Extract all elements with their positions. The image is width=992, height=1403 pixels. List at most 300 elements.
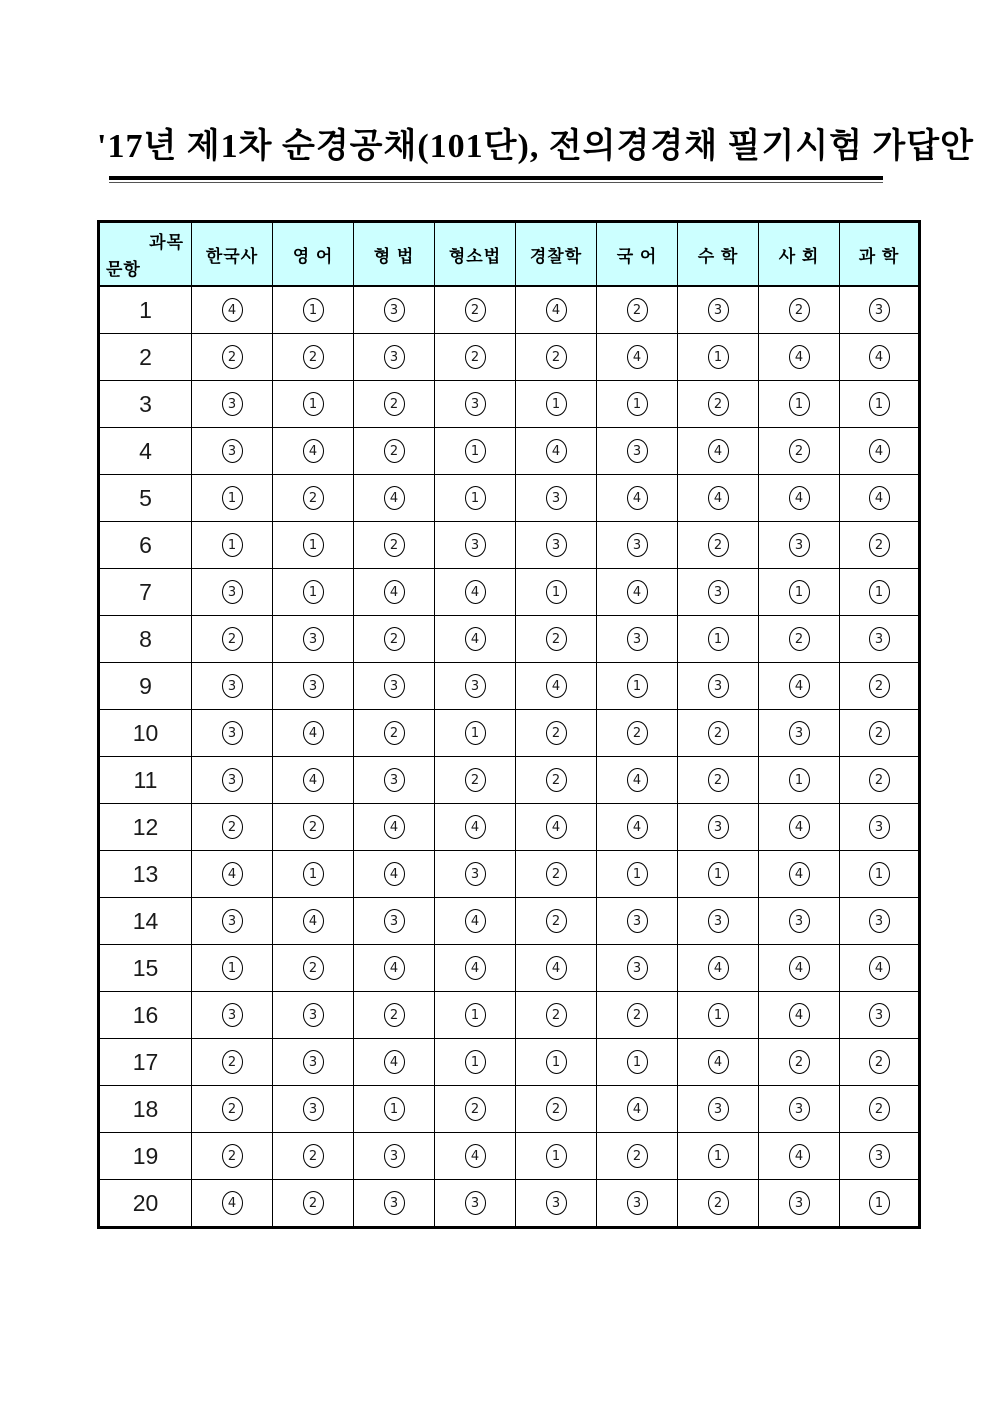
circled-answer: 4 bbox=[546, 815, 567, 839]
circled-answer: 3 bbox=[869, 815, 890, 839]
answer-cell bbox=[435, 381, 516, 428]
answer-cell bbox=[192, 663, 273, 710]
answer-cell bbox=[597, 804, 678, 851]
answer-cell bbox=[354, 1039, 435, 1086]
circled-answer: 3 bbox=[465, 392, 486, 416]
answer-cell bbox=[678, 1086, 759, 1133]
column-header-science: 과 학 bbox=[840, 222, 920, 287]
answer-cell bbox=[192, 1086, 273, 1133]
answer-cell bbox=[516, 1086, 597, 1133]
answer-cell bbox=[678, 475, 759, 522]
circled-answer: 1 bbox=[465, 486, 486, 510]
circled-answer: 1 bbox=[869, 580, 890, 604]
circled-answer: 2 bbox=[789, 1050, 810, 1074]
circled-answer: 4 bbox=[384, 862, 405, 886]
answer-cell bbox=[678, 804, 759, 851]
circled-answer: 1 bbox=[708, 1003, 729, 1027]
table-row bbox=[99, 945, 920, 992]
circled-answer: 2 bbox=[303, 345, 324, 369]
circled-answer: 4 bbox=[384, 956, 405, 980]
column-header-math: 수 학 bbox=[678, 222, 759, 287]
answer-cell bbox=[597, 663, 678, 710]
circled-answer: 3 bbox=[384, 345, 405, 369]
circled-answer: 2 bbox=[384, 439, 405, 463]
circled-answer: 3 bbox=[708, 909, 729, 933]
circled-answer: 3 bbox=[222, 768, 243, 792]
circled-answer: 3 bbox=[546, 486, 567, 510]
circled-answer: 1 bbox=[708, 1144, 729, 1168]
answer-cell bbox=[678, 945, 759, 992]
answer-cell bbox=[597, 522, 678, 569]
answer-key-table bbox=[97, 220, 921, 1229]
answer-cell bbox=[354, 475, 435, 522]
circled-answer: 2 bbox=[708, 768, 729, 792]
question-number: 11 bbox=[99, 757, 192, 804]
answer-cell bbox=[516, 1133, 597, 1180]
answer-cell bbox=[840, 1039, 920, 1086]
question-number: 3 bbox=[99, 381, 192, 428]
corner-label-subject: 과목 bbox=[149, 233, 184, 252]
circled-answer: 3 bbox=[546, 1191, 567, 1215]
circled-answer: 2 bbox=[789, 627, 810, 651]
page-title: '17년 제1차 순경공채(101단), 전의경경채 필기시험 가답안 bbox=[97, 128, 974, 165]
circled-answer: 2 bbox=[384, 721, 405, 745]
circled-answer: 3 bbox=[789, 533, 810, 557]
answer-cell bbox=[516, 1039, 597, 1086]
table-row bbox=[99, 1180, 920, 1228]
answer-cell bbox=[273, 569, 354, 616]
answer-cell bbox=[435, 569, 516, 616]
circled-answer: 2 bbox=[303, 486, 324, 510]
circled-answer: 4 bbox=[627, 1097, 648, 1121]
table-row bbox=[99, 851, 920, 898]
answer-cell bbox=[273, 475, 354, 522]
answer-cell bbox=[840, 992, 920, 1039]
answer-cell bbox=[192, 616, 273, 663]
question-number: 13 bbox=[99, 851, 192, 898]
question-number: 6 bbox=[99, 522, 192, 569]
circled-answer: 2 bbox=[465, 1097, 486, 1121]
answer-cell bbox=[435, 334, 516, 381]
circled-answer: 4 bbox=[708, 439, 729, 463]
answer-cell bbox=[759, 1180, 840, 1228]
answer-cell bbox=[192, 569, 273, 616]
circled-answer: 4 bbox=[627, 345, 648, 369]
answer-cell bbox=[759, 804, 840, 851]
circled-answer: 4 bbox=[708, 956, 729, 980]
answer-cell bbox=[435, 286, 516, 334]
circled-answer: 4 bbox=[708, 1050, 729, 1074]
answer-cell bbox=[192, 851, 273, 898]
circled-answer: 1 bbox=[303, 862, 324, 886]
circled-answer: 4 bbox=[869, 486, 890, 510]
circled-answer: 1 bbox=[222, 486, 243, 510]
circled-answer: 3 bbox=[222, 1003, 243, 1027]
circled-answer: 1 bbox=[627, 392, 648, 416]
circled-answer: 4 bbox=[303, 439, 324, 463]
answer-cell bbox=[840, 663, 920, 710]
column-header-criminal-law: 형 법 bbox=[354, 222, 435, 287]
corner-cell bbox=[99, 222, 192, 287]
circled-answer: 4 bbox=[789, 674, 810, 698]
circled-answer: 2 bbox=[303, 815, 324, 839]
answer-cell bbox=[435, 522, 516, 569]
circled-answer: 3 bbox=[222, 674, 243, 698]
circled-answer: 2 bbox=[384, 627, 405, 651]
question-number: 1 bbox=[99, 286, 192, 334]
circled-answer: 1 bbox=[384, 1097, 405, 1121]
question-number: 8 bbox=[99, 616, 192, 663]
answer-cell bbox=[678, 663, 759, 710]
answer-cell bbox=[273, 1039, 354, 1086]
answer-cell bbox=[354, 286, 435, 334]
answer-cell bbox=[759, 616, 840, 663]
circled-answer: 3 bbox=[708, 815, 729, 839]
circled-answer: 4 bbox=[384, 815, 405, 839]
answer-cell bbox=[840, 286, 920, 334]
answer-cell bbox=[840, 616, 920, 663]
circled-answer: 4 bbox=[465, 909, 486, 933]
circled-answer: 1 bbox=[869, 862, 890, 886]
circled-answer: 4 bbox=[789, 1144, 810, 1168]
answer-cell bbox=[840, 381, 920, 428]
circled-answer: 3 bbox=[465, 862, 486, 886]
answer-cell bbox=[597, 381, 678, 428]
table-row bbox=[99, 663, 920, 710]
question-number: 20 bbox=[99, 1180, 192, 1228]
circled-answer: 3 bbox=[789, 721, 810, 745]
table-row bbox=[99, 334, 920, 381]
column-header-criminal-procedure: 형소법 bbox=[435, 222, 516, 287]
circled-answer: 2 bbox=[708, 721, 729, 745]
answer-cell bbox=[435, 898, 516, 945]
circled-answer: 2 bbox=[465, 768, 486, 792]
answer-cell bbox=[435, 663, 516, 710]
circled-answer: 4 bbox=[789, 815, 810, 839]
answer-cell bbox=[273, 1133, 354, 1180]
answer-cell bbox=[435, 945, 516, 992]
answer-cell bbox=[192, 945, 273, 992]
circled-answer: 2 bbox=[708, 533, 729, 557]
circled-answer: 1 bbox=[465, 1050, 486, 1074]
answer-cell bbox=[759, 475, 840, 522]
answer-cell bbox=[597, 428, 678, 475]
answer-cell bbox=[516, 334, 597, 381]
answer-cell bbox=[759, 992, 840, 1039]
answer-cell bbox=[273, 851, 354, 898]
circled-answer: 3 bbox=[222, 392, 243, 416]
circled-answer: 4 bbox=[627, 486, 648, 510]
answer-cell bbox=[354, 381, 435, 428]
circled-answer: 1 bbox=[627, 674, 648, 698]
circled-answer: 3 bbox=[869, 1144, 890, 1168]
answer-cell bbox=[354, 1086, 435, 1133]
circled-answer: 3 bbox=[303, 1097, 324, 1121]
table-row bbox=[99, 1086, 920, 1133]
circled-answer: 1 bbox=[869, 1191, 890, 1215]
circled-answer: 4 bbox=[789, 345, 810, 369]
circled-answer: 4 bbox=[384, 1050, 405, 1074]
answer-cell bbox=[678, 1133, 759, 1180]
answer-cell bbox=[273, 945, 354, 992]
answer-cell bbox=[192, 1039, 273, 1086]
circled-answer: 2 bbox=[708, 1191, 729, 1215]
circled-answer: 1 bbox=[222, 956, 243, 980]
table-row bbox=[99, 475, 920, 522]
circled-answer: 2 bbox=[465, 298, 486, 322]
circled-answer: 1 bbox=[546, 1050, 567, 1074]
circled-answer: 4 bbox=[627, 580, 648, 604]
answer-cell bbox=[516, 428, 597, 475]
circled-answer: 4 bbox=[789, 486, 810, 510]
circled-answer: 3 bbox=[222, 909, 243, 933]
circled-answer: 2 bbox=[222, 1050, 243, 1074]
circled-answer: 4 bbox=[789, 956, 810, 980]
circled-answer: 2 bbox=[222, 1144, 243, 1168]
answer-cell bbox=[435, 851, 516, 898]
answer-cell bbox=[273, 1086, 354, 1133]
question-number: 12 bbox=[99, 804, 192, 851]
circled-answer: 1 bbox=[546, 1144, 567, 1168]
circled-answer: 4 bbox=[303, 721, 324, 745]
circled-answer: 4 bbox=[465, 627, 486, 651]
answer-cell bbox=[597, 1133, 678, 1180]
answer-cell bbox=[435, 757, 516, 804]
answer-cell bbox=[516, 286, 597, 334]
circled-answer: 3 bbox=[627, 956, 648, 980]
circled-answer: 3 bbox=[627, 909, 648, 933]
circled-answer: 2 bbox=[869, 768, 890, 792]
answer-cell bbox=[192, 898, 273, 945]
answer-cell bbox=[678, 286, 759, 334]
circled-answer: 1 bbox=[465, 1003, 486, 1027]
answer-cell bbox=[516, 710, 597, 757]
circled-answer: 3 bbox=[303, 1003, 324, 1027]
title-block bbox=[97, 118, 974, 183]
answer-cell bbox=[678, 569, 759, 616]
answer-cell bbox=[273, 804, 354, 851]
answer-cell bbox=[273, 522, 354, 569]
circled-answer: 3 bbox=[465, 533, 486, 557]
circled-answer: 3 bbox=[869, 627, 890, 651]
circled-answer: 2 bbox=[222, 1097, 243, 1121]
circled-answer: 3 bbox=[789, 909, 810, 933]
circled-answer: 2 bbox=[869, 1050, 890, 1074]
question-number: 2 bbox=[99, 334, 192, 381]
circled-answer: 3 bbox=[627, 533, 648, 557]
answer-cell bbox=[273, 710, 354, 757]
circled-answer: 2 bbox=[546, 768, 567, 792]
answer-cell bbox=[759, 381, 840, 428]
circled-answer: 2 bbox=[789, 298, 810, 322]
circled-answer: 4 bbox=[222, 298, 243, 322]
answer-cell bbox=[759, 710, 840, 757]
table-row bbox=[99, 616, 920, 663]
circled-answer: 2 bbox=[627, 298, 648, 322]
answer-cell bbox=[597, 286, 678, 334]
answer-cell bbox=[840, 428, 920, 475]
circled-answer: 3 bbox=[708, 580, 729, 604]
answer-cell bbox=[678, 616, 759, 663]
answer-cell bbox=[759, 851, 840, 898]
column-header-english: 영 어 bbox=[273, 222, 354, 287]
circled-answer: 4 bbox=[869, 345, 890, 369]
circled-answer: 4 bbox=[303, 768, 324, 792]
circled-answer: 1 bbox=[789, 580, 810, 604]
circled-answer: 1 bbox=[546, 392, 567, 416]
answer-cell bbox=[192, 757, 273, 804]
answer-cell bbox=[759, 757, 840, 804]
circled-answer: 4 bbox=[546, 298, 567, 322]
circled-answer: 3 bbox=[465, 674, 486, 698]
answer-cell bbox=[273, 428, 354, 475]
circled-answer: 4 bbox=[222, 1191, 243, 1215]
answer-cell bbox=[435, 616, 516, 663]
circled-answer: 2 bbox=[789, 439, 810, 463]
table-row bbox=[99, 428, 920, 475]
answer-cell bbox=[273, 616, 354, 663]
circled-answer: 2 bbox=[384, 1003, 405, 1027]
answer-cell bbox=[840, 710, 920, 757]
answer-cell bbox=[759, 334, 840, 381]
table-row bbox=[99, 286, 920, 334]
circled-answer: 2 bbox=[708, 392, 729, 416]
answer-cell bbox=[435, 992, 516, 1039]
answer-cell bbox=[354, 992, 435, 1039]
answer-cell bbox=[192, 286, 273, 334]
circled-answer: 1 bbox=[465, 721, 486, 745]
circled-answer: 3 bbox=[384, 1144, 405, 1168]
answer-cell bbox=[840, 334, 920, 381]
answer-cell bbox=[516, 992, 597, 1039]
circled-answer: 3 bbox=[384, 1191, 405, 1215]
answer-cell bbox=[516, 1180, 597, 1228]
circled-answer: 2 bbox=[222, 627, 243, 651]
answer-cell bbox=[516, 616, 597, 663]
answer-cell bbox=[678, 522, 759, 569]
table-row bbox=[99, 381, 920, 428]
answer-cell bbox=[273, 286, 354, 334]
answer-cell bbox=[840, 945, 920, 992]
question-number: 7 bbox=[99, 569, 192, 616]
column-header-korean-history: 한국사 bbox=[192, 222, 273, 287]
circled-answer: 3 bbox=[789, 1191, 810, 1215]
answer-cell bbox=[516, 475, 597, 522]
answer-cell bbox=[516, 804, 597, 851]
answer-cell bbox=[840, 757, 920, 804]
answer-cell bbox=[840, 522, 920, 569]
answer-cell bbox=[516, 945, 597, 992]
answer-cell bbox=[597, 851, 678, 898]
circled-answer: 4 bbox=[465, 815, 486, 839]
table-row bbox=[99, 1133, 920, 1180]
answer-cell bbox=[759, 522, 840, 569]
circled-answer: 2 bbox=[546, 345, 567, 369]
answer-cell bbox=[516, 381, 597, 428]
answer-cell bbox=[678, 334, 759, 381]
answer-cell bbox=[597, 569, 678, 616]
answer-cell bbox=[678, 428, 759, 475]
circled-answer: 3 bbox=[627, 1191, 648, 1215]
answer-cell bbox=[354, 1133, 435, 1180]
answer-cell bbox=[354, 569, 435, 616]
answer-cell bbox=[597, 1039, 678, 1086]
circled-answer: 3 bbox=[384, 909, 405, 933]
circled-answer: 3 bbox=[303, 627, 324, 651]
circled-answer: 3 bbox=[627, 627, 648, 651]
answer-cell bbox=[678, 1039, 759, 1086]
answer-cell bbox=[516, 522, 597, 569]
circled-answer: 2 bbox=[869, 533, 890, 557]
column-header-korean: 국 어 bbox=[597, 222, 678, 287]
answer-cell bbox=[273, 663, 354, 710]
answer-cell bbox=[597, 334, 678, 381]
answer-cell bbox=[273, 381, 354, 428]
answer-cell bbox=[516, 898, 597, 945]
answer-cell bbox=[759, 1086, 840, 1133]
answer-cell bbox=[759, 663, 840, 710]
answer-cell bbox=[759, 1039, 840, 1086]
circled-answer: 2 bbox=[303, 1144, 324, 1168]
circled-answer: 4 bbox=[708, 486, 729, 510]
circled-answer: 3 bbox=[222, 721, 243, 745]
answer-cell bbox=[192, 804, 273, 851]
table-row bbox=[99, 757, 920, 804]
answer-cell bbox=[273, 898, 354, 945]
answer-cell bbox=[516, 569, 597, 616]
answer-cell bbox=[435, 428, 516, 475]
answer-cell bbox=[273, 334, 354, 381]
column-header-social-studies: 사 회 bbox=[759, 222, 840, 287]
answer-cell bbox=[840, 851, 920, 898]
title-underline-rule bbox=[109, 176, 883, 183]
circled-answer: 1 bbox=[546, 580, 567, 604]
circled-answer: 1 bbox=[303, 580, 324, 604]
circled-answer: 4 bbox=[627, 815, 648, 839]
answer-cell bbox=[759, 428, 840, 475]
answer-cell bbox=[597, 757, 678, 804]
answer-cell bbox=[840, 569, 920, 616]
answer-cell bbox=[597, 616, 678, 663]
circled-answer: 4 bbox=[869, 956, 890, 980]
answer-cell bbox=[516, 757, 597, 804]
circled-answer: 3 bbox=[869, 909, 890, 933]
answer-cell bbox=[192, 475, 273, 522]
answer-cell bbox=[192, 1133, 273, 1180]
answer-cell bbox=[597, 992, 678, 1039]
circled-answer: 2 bbox=[546, 1097, 567, 1121]
circled-answer: 4 bbox=[384, 486, 405, 510]
table-row bbox=[99, 804, 920, 851]
circled-answer: 1 bbox=[869, 392, 890, 416]
answer-cell bbox=[354, 522, 435, 569]
answer-cell bbox=[192, 710, 273, 757]
answer-cell bbox=[192, 1180, 273, 1228]
circled-answer: 2 bbox=[869, 721, 890, 745]
circled-answer: 3 bbox=[869, 298, 890, 322]
answer-cell bbox=[678, 757, 759, 804]
circled-answer: 4 bbox=[789, 862, 810, 886]
question-number: 4 bbox=[99, 428, 192, 475]
answer-cell bbox=[354, 945, 435, 992]
answer-cell bbox=[354, 804, 435, 851]
circled-answer: 3 bbox=[627, 439, 648, 463]
answer-cell bbox=[354, 710, 435, 757]
answer-cell bbox=[435, 475, 516, 522]
circled-answer: 3 bbox=[222, 439, 243, 463]
answer-cell bbox=[678, 898, 759, 945]
circled-answer: 1 bbox=[708, 862, 729, 886]
